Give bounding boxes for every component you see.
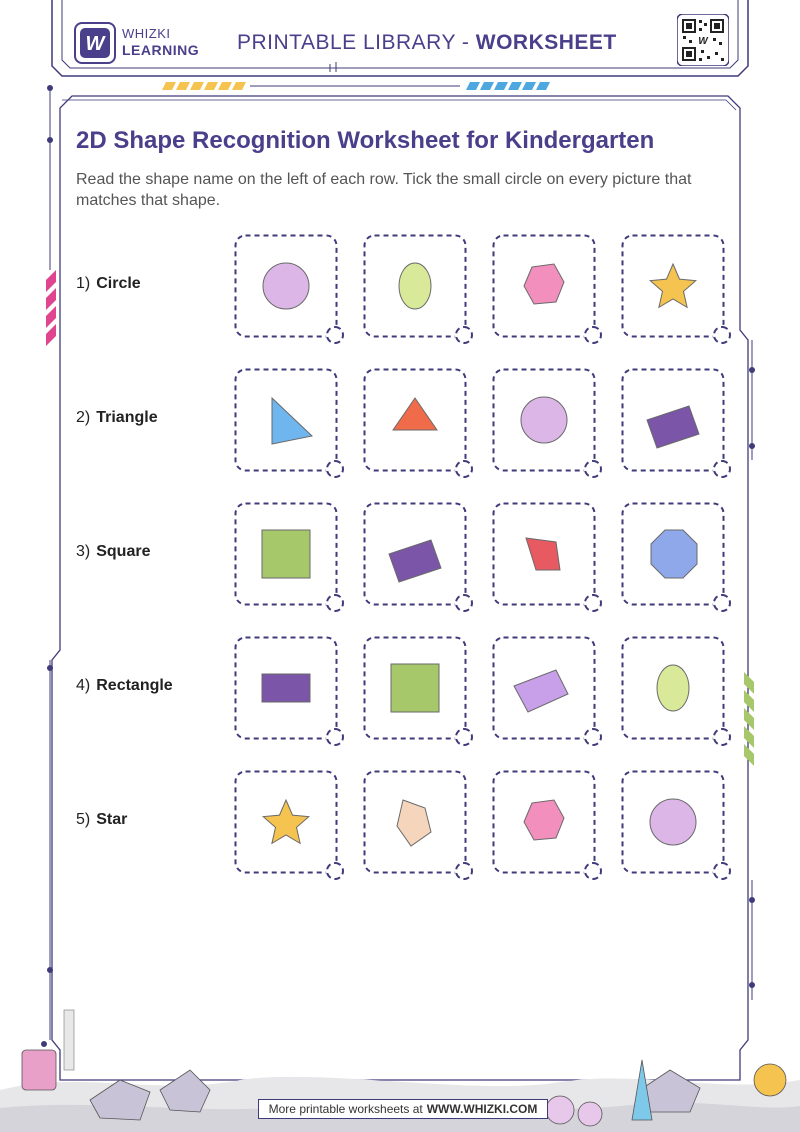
worksheet-title: 2D Shape Recognition Worksheet for Kindergarten xyxy=(76,127,655,154)
parallelogram-shape-card xyxy=(492,636,596,740)
row-number: 1) xyxy=(76,275,91,292)
row-label xyxy=(76,543,150,561)
tick-circle[interactable] xyxy=(713,594,731,612)
row-shape-name: Square xyxy=(96,543,151,560)
tick-circle[interactable] xyxy=(326,728,344,746)
tilted-rectangle-shape-card xyxy=(363,502,467,606)
pentagon-shape-card xyxy=(363,770,467,874)
tilted-rectangle-shape-card xyxy=(621,368,725,472)
pentagon-shape-icon xyxy=(363,770,467,874)
tick-circle[interactable] xyxy=(455,862,473,880)
row-label xyxy=(76,409,158,427)
tick-circle[interactable] xyxy=(455,728,473,746)
oval-shape-card xyxy=(363,234,467,338)
hexagon-shape-card xyxy=(492,770,596,874)
quadrilateral-shape-card xyxy=(492,502,596,606)
tick-circle[interactable] xyxy=(326,460,344,478)
circle-shape-card xyxy=(621,770,725,874)
triangle-shape-card xyxy=(363,368,467,472)
yellow-stripes xyxy=(162,82,246,90)
star-shape-card xyxy=(234,770,338,874)
parallelogram-shape-icon xyxy=(492,636,596,740)
tick-circle[interactable] xyxy=(326,326,344,344)
tick-circle[interactable] xyxy=(455,326,473,344)
tick-circle[interactable] xyxy=(455,594,473,612)
tick-circle[interactable] xyxy=(584,862,602,880)
hexagon-shape-card xyxy=(492,234,596,338)
circle-shape-icon xyxy=(492,368,596,472)
circle-shape-icon xyxy=(234,234,338,338)
pink-stripes xyxy=(46,270,56,346)
circle-shape-icon xyxy=(621,770,725,874)
footer-banner xyxy=(258,1099,548,1119)
tick-circle[interactable] xyxy=(455,460,473,478)
brand-subtitle: LEARNING xyxy=(122,42,200,58)
tick-circle[interactable] xyxy=(584,728,602,746)
octagon-shape-icon xyxy=(621,502,725,606)
qr-code-icon[interactable] xyxy=(677,14,729,66)
row-label xyxy=(76,811,127,829)
page-header xyxy=(62,2,738,72)
tick-circle[interactable] xyxy=(326,594,344,612)
octagon-shape-card xyxy=(621,502,725,606)
row-number: 2) xyxy=(76,409,91,426)
square-shape-card xyxy=(234,502,338,606)
whizki-w-logo-icon[interactable] xyxy=(74,22,116,64)
square-shape-icon xyxy=(363,636,467,740)
tick-circle[interactable] xyxy=(713,862,731,880)
row-label xyxy=(76,677,173,695)
row-number: 5) xyxy=(76,811,91,828)
header-title xyxy=(237,31,617,55)
star-shape-icon xyxy=(621,234,725,338)
green-stripes xyxy=(744,672,754,766)
right-triangle-shape-card xyxy=(234,368,338,472)
rectangle-shape-card xyxy=(234,636,338,740)
footer-text: More printable worksheets at xyxy=(268,1102,423,1116)
circle-shape-card xyxy=(234,234,338,338)
hexagon-shape-icon xyxy=(492,234,596,338)
rectangle-shape-icon xyxy=(234,636,338,740)
tick-circle[interactable] xyxy=(584,326,602,344)
svg-text:W: W xyxy=(85,33,105,55)
row-label xyxy=(76,275,141,293)
hexagon-shape-icon xyxy=(492,770,596,874)
svg-text:W: W xyxy=(698,36,708,47)
header-title-prefix: PRINTABLE LIBRARY - xyxy=(237,31,476,54)
square-shape-icon xyxy=(234,502,338,606)
circle-shape-card xyxy=(492,368,596,472)
oval-shape-card xyxy=(621,636,725,740)
tilted-rectangle-shape-icon xyxy=(363,502,467,606)
tick-circle[interactable] xyxy=(584,460,602,478)
row-number: 4) xyxy=(76,677,91,694)
oval-shape-icon xyxy=(363,234,467,338)
tilted-rectangle-shape-icon xyxy=(621,368,725,472)
star-shape-card xyxy=(621,234,725,338)
oval-shape-icon xyxy=(621,636,725,740)
star-shape-icon xyxy=(234,770,338,874)
tick-circle[interactable] xyxy=(713,326,731,344)
row-shape-name: Rectangle xyxy=(96,677,173,694)
square-shape-card xyxy=(363,636,467,740)
triangle-shape-icon xyxy=(363,368,467,472)
row-number: 3) xyxy=(76,543,91,560)
footer-link[interactable]: WWW.WHIZKI.COM xyxy=(426,1102,538,1116)
worksheet-instructions: Read the shape name on the left of each row. Tick the small circle on every picture that matches that shape. xyxy=(76,171,692,209)
tick-circle[interactable] xyxy=(713,728,731,746)
header-title-bold: WORKSHEET xyxy=(475,31,617,54)
blue-stripes xyxy=(466,82,550,90)
row-shape-name: Triangle xyxy=(96,409,158,426)
row-shape-name: Circle xyxy=(96,275,141,292)
brand-name: WHIZKI xyxy=(122,26,171,41)
tick-circle[interactable] xyxy=(713,460,731,478)
row-shape-name: Star xyxy=(96,811,128,828)
right-triangle-shape-icon xyxy=(234,368,338,472)
tick-circle[interactable] xyxy=(584,594,602,612)
tick-circle[interactable] xyxy=(326,862,344,880)
quadrilateral-shape-icon xyxy=(492,502,596,606)
